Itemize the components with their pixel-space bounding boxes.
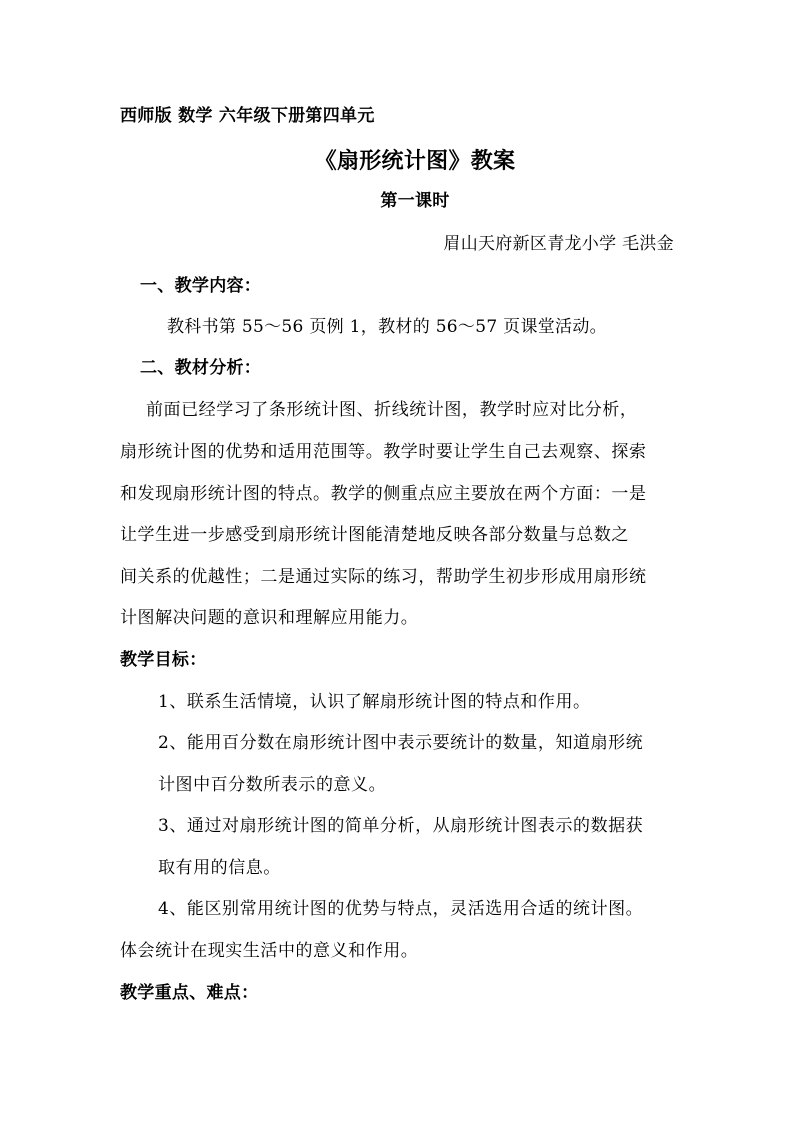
section-content-text: 教科书第 55～56 页例 1，教材的 56～57 页课堂活动。 [167, 317, 607, 337]
goal-item-continuation: 计图中百分数所表示的意义。 [158, 775, 387, 795]
analysis-line: 间关系的优越性；二是通过实际的练习，帮助学生初步形成用扇形统 [120, 567, 647, 587]
analysis-line: 和发现扇形统计图的特点。教学的侧重点应主要放在两个方面：一是 [120, 484, 647, 504]
goal-item: 3、通过对扇形统计图的简单分析，从扇形统计图表示的数据获 [158, 816, 644, 836]
goal-item-continuation: 取有用的信息。 [158, 858, 281, 878]
goal-item: 1、联系生活情境，认识了解扇形统计图的特点和作用。 [158, 692, 591, 712]
goal-item-continuation: 体会统计在现实生活中的意义和作用。 [120, 941, 419, 961]
analysis-line: 扇形统计图的优势和适用范围等。教学时要让学生自己去观察、探索 [120, 442, 647, 462]
document-title: 《扇形统计图》教案 [314, 148, 516, 174]
section-heading-content: 一、教学内容： [140, 276, 262, 296]
analysis-line: 前面已经学习了条形统计图、折线统计图，教学时应对比分析， [146, 400, 638, 420]
author-line: 眉山天府新区青龙小学 毛洪金 [443, 234, 674, 254]
analysis-line: 让学生进一步感受到扇形统计图能清楚地反映各部分数量与总数之 [120, 525, 629, 545]
analysis-line: 计图解决问题的意识和理解应用能力。 [120, 608, 419, 628]
series-label: 西师版 数学 六年级下册第四单元 [120, 106, 375, 126]
goal-item: 2、能用百分数在扇形统计图中表示要统计的数量，知道扇形统 [158, 733, 644, 753]
lesson-label: 第一课时 [380, 191, 450, 211]
section-heading-goals: 教学目标： [120, 650, 207, 670]
goal-item: 4、能区别常用统计图的优势与特点，灵活选用合适的统计图。 [158, 899, 644, 919]
section-heading-keypoints: 教学重点、难点： [120, 983, 259, 1003]
section-heading-analysis: 二、教材分析： [140, 358, 262, 378]
